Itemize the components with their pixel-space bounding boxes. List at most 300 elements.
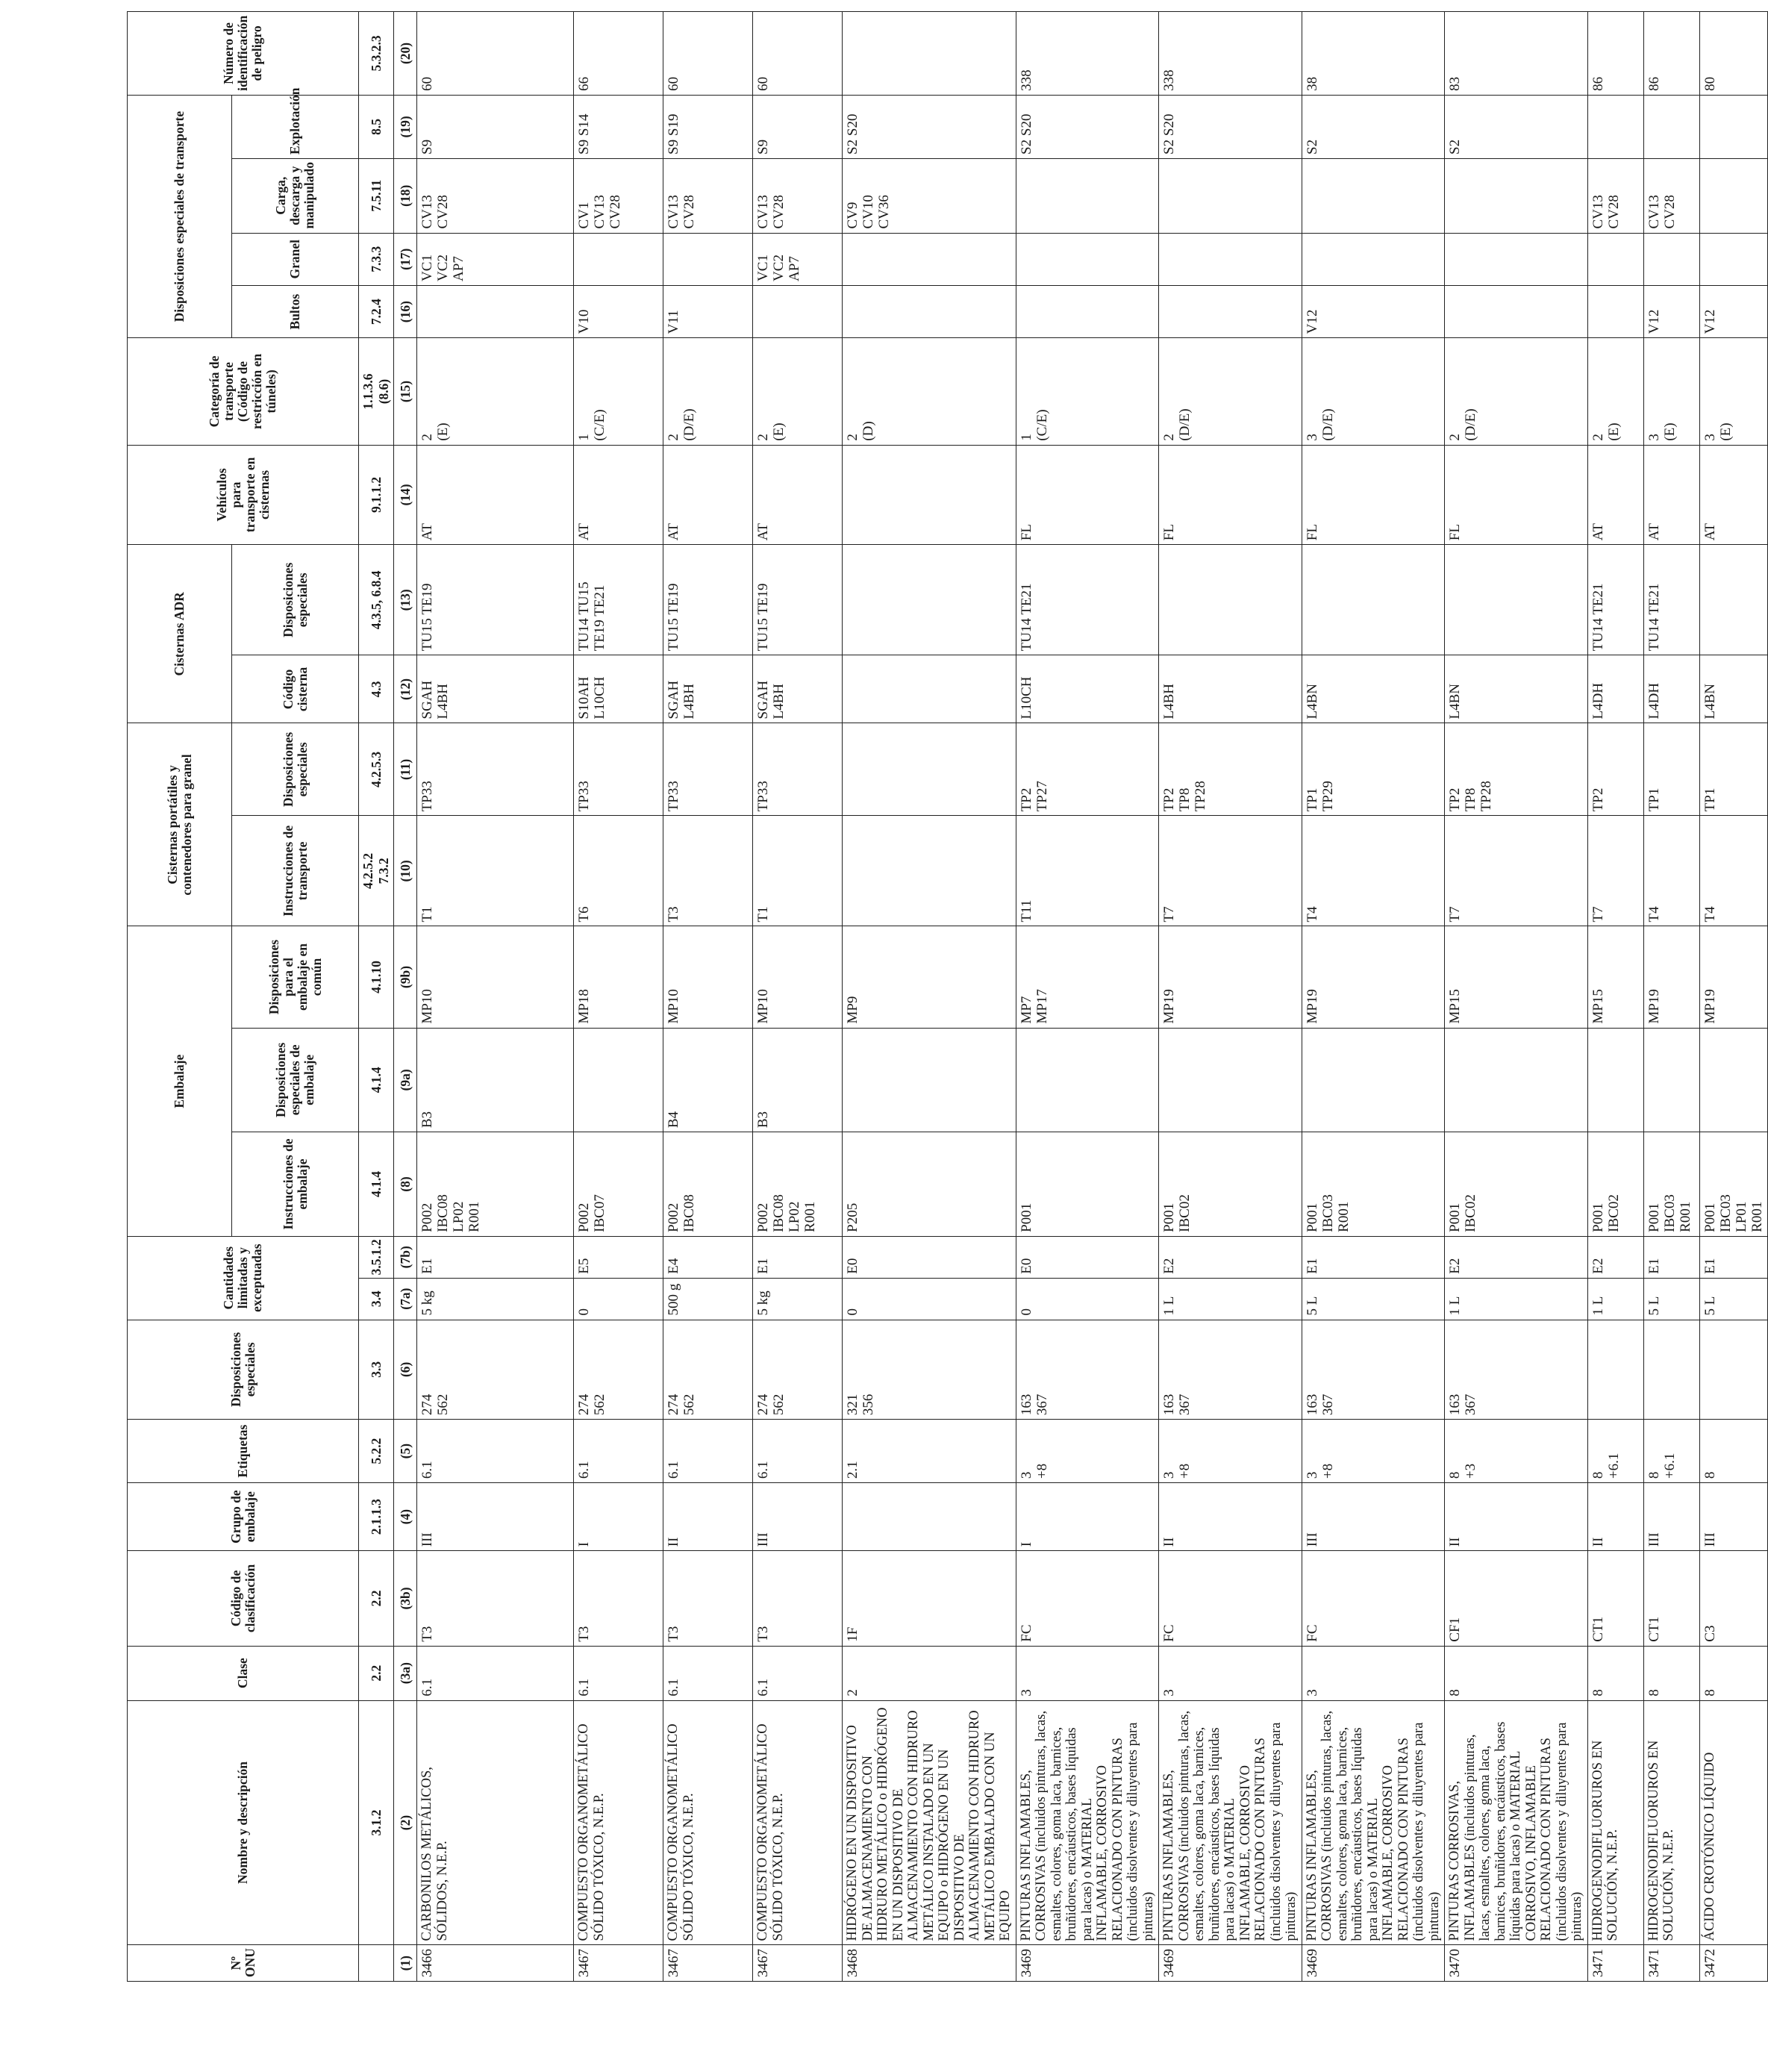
name-cell: HIDRÓGENO EN UN DISPOSITIVO DE ALMACENAMIENTO CON HIDRURO METÁLICO o HIDRÓGENO EN UN DISPOSITIVO DE ALMACENAMIENTO CON HIDRURO METÁLICO INSTALADO EN UN EQUIPO o HIDRÓGENO EN UN DISPOSITIVO DE ALMACENAMIENTO CON HIDRURO METÁLICO EMBALADO CON UN EQUIPO (843, 1700, 1016, 1945)
data-cell: V12 (1643, 285, 1699, 337)
data-cell: 83 (1445, 12, 1588, 96)
data-cell: MP10 (753, 926, 843, 1028)
header-special-provisions: Disposiciones especiales (128, 1320, 359, 1420)
nums-cell: (14) (394, 445, 417, 545)
header-transport-special-provisions: Disposiciones especiales de transporte (128, 95, 232, 337)
data-cell: P001 IBC03 R001 (1643, 1132, 1699, 1237)
data-cell: E1 (417, 1236, 574, 1278)
data-cell: 80 (1699, 12, 1767, 96)
nums-cell: (1) (394, 1945, 417, 1982)
header-packing-instructions: Instrucciones de embalaje (232, 1132, 359, 1237)
data-cell (1016, 158, 1159, 233)
data-cell: 274 562 (574, 1320, 663, 1420)
data-cell: S2 S20 (843, 95, 1016, 158)
data-cell (1016, 1028, 1159, 1132)
data-cell: 5 kg (417, 1278, 574, 1320)
table-row (574, 12, 663, 1982)
data-cell: 8 (1643, 1646, 1699, 1700)
header-packing-group: Grupo de embalaje (128, 1483, 359, 1551)
data-cell: E1 (1699, 1236, 1767, 1278)
data-cell: 5 L (1699, 1278, 1767, 1320)
data-cell: 60 (663, 12, 753, 96)
nums-cell: (8) (394, 1132, 417, 1237)
refs-cell (359, 1945, 394, 1982)
header-portable-special: Disposiciones especiales (232, 723, 359, 816)
data-cell: TU15 TE19 (417, 545, 574, 655)
un-number-cell: 3472 (1699, 1945, 1767, 1982)
data-cell: TP1 TP29 (1302, 723, 1445, 816)
data-cell (1302, 233, 1445, 285)
data-cell: L10CH (1016, 655, 1159, 723)
data-cell: 86 (1587, 12, 1643, 96)
data-cell: FC (1302, 1551, 1445, 1647)
data-cell: 2 (D) (843, 338, 1016, 445)
name-cell: ÁCIDO CROTÓNICO LÍQUIDO (1699, 1700, 1767, 1945)
data-cell: MP10 (417, 926, 574, 1028)
header-portable-tanks: Cisternas portátiles y contenedores para granel (128, 723, 232, 926)
refs-cell: 4.3.5, 6.8.4 (359, 545, 394, 655)
rotated-page (127, 11, 1765, 1982)
data-cell: MP19 (1302, 926, 1445, 1028)
nums-cell: (9b) (394, 926, 417, 1028)
data-cell: TP2 TP8 TP28 (1445, 723, 1588, 816)
data-cell (843, 233, 1016, 285)
header-class: Clase (128, 1646, 359, 1700)
data-cell: III (1302, 1483, 1445, 1551)
un-number-cell: 3469 (1159, 1945, 1302, 1982)
data-cell: TU14 TE21 (1643, 545, 1699, 655)
data-cell: 3 (1302, 1646, 1445, 1700)
header-labels: Etiquetas (128, 1420, 359, 1483)
data-cell: CF1 (1445, 1551, 1588, 1647)
data-cell: P001 IBC02 (1445, 1132, 1588, 1237)
data-cell: P002 IBC07 (574, 1132, 663, 1237)
nums-cell: (17) (394, 233, 417, 285)
un-number-cell: 3470 (1445, 1945, 1588, 1982)
data-cell: AT (1587, 445, 1643, 545)
data-cell: II (1587, 1483, 1643, 1551)
data-cell: 8 +6.1 (1643, 1420, 1699, 1483)
data-cell: T1 (753, 816, 843, 926)
nums-cell: (7a) (394, 1278, 417, 1320)
data-cell: T3 (417, 1551, 574, 1647)
data-cell: 0 (574, 1278, 663, 1320)
data-cell: 2 (843, 1646, 1016, 1700)
header-bulk: Granel (232, 233, 359, 285)
header-mixed-packing: Disposiciones para el embalaje en común (232, 926, 359, 1028)
name-cell: HIDROGENODIFLUORUROS EN SOLUCIÓN, N.E.P. (1643, 1700, 1699, 1945)
refs-cell: 3.1.2 (359, 1700, 394, 1945)
data-cell: CV13 CV28 (417, 158, 574, 233)
data-cell: 3 +8 (1159, 1420, 1302, 1483)
refs-cell: 8.5 (359, 95, 394, 158)
data-cell: T3 (663, 1551, 753, 1647)
data-cell: E1 (753, 1236, 843, 1278)
data-cell: 274 562 (663, 1320, 753, 1420)
data-cell: FL (1302, 445, 1445, 545)
data-cell: S9 S19 (663, 95, 753, 158)
data-cell: VC1 VC2 AP7 (417, 233, 574, 285)
refs-cell: 4.1.10 (359, 926, 394, 1028)
data-cell (1643, 233, 1699, 285)
nums-cell: (9a) (394, 1028, 417, 1132)
data-cell (1699, 158, 1767, 233)
refs-cell: 4.1.4 (359, 1028, 394, 1132)
name-cell: PINTURAS INFLAMABLES, CORROSIVAS (incluidos pinturas, lacas, esmaltes, colores, goma laca, barnices, bruñidores, encáusticos, bases líquidas para lacas) o MATERIAL INFLAMABLE, CORROSIVO RELACIONADO CON PINTURAS (incluidos disolventes y diluyentes para pinturas) (1302, 1700, 1445, 1945)
data-cell: 3 (1159, 1646, 1302, 1700)
data-cell: T4 (1302, 816, 1445, 926)
data-cell: 274 562 (753, 1320, 843, 1420)
data-cell (1699, 95, 1767, 158)
refs-cell: 2.1.1.3 (359, 1483, 394, 1551)
refs-cell: 4.2.5.3 (359, 723, 394, 816)
table-row (1699, 12, 1767, 1982)
table-row (843, 12, 1016, 1982)
un-number-cell: 3471 (1643, 1945, 1699, 1982)
data-cell: VC1 VC2 AP7 (753, 233, 843, 285)
data-cell: T3 (753, 1551, 843, 1647)
data-cell (1643, 95, 1699, 158)
data-cell: TP33 (663, 723, 753, 816)
data-cell: MP9 (843, 926, 1016, 1028)
nums-cell: (11) (394, 723, 417, 816)
refs-cell: 2.2 (359, 1551, 394, 1647)
un-number-cell: 3469 (1016, 1945, 1159, 1982)
refs-cell: 3.3 (359, 1320, 394, 1420)
data-cell (1016, 233, 1159, 285)
data-cell (1159, 285, 1302, 337)
data-cell: MP18 (574, 926, 663, 1028)
name-cell: COMPUESTO ORGANOMETÁLICO SÓLIDO TÓXICO, N.E.P. (753, 1700, 843, 1945)
data-cell: P002 IBC08 (663, 1132, 753, 1237)
data-cell: 3 +8 (1016, 1420, 1159, 1483)
data-cell: P001 IBC02 (1159, 1132, 1302, 1237)
data-cell: T3 (663, 816, 753, 926)
data-cell: 86 (1643, 12, 1699, 96)
data-cell: TP33 (753, 723, 843, 816)
header-packages: Bultos (232, 285, 359, 337)
data-cell: 38 (1302, 12, 1445, 96)
nums-cell: (20) (394, 12, 417, 96)
table-row (1016, 12, 1159, 1982)
refs-cell: 4.1.4 (359, 1132, 394, 1237)
data-cell: T7 (1445, 816, 1588, 926)
header-hazard-number: Número de identificación de peligro (128, 12, 359, 96)
table-row (1643, 12, 1699, 1982)
table-row (1587, 12, 1643, 1982)
data-cell: 6.1 (417, 1646, 574, 1700)
data-cell (753, 285, 843, 337)
header-transport-category: Categoría de transporte (Código de restricción en túneles) (128, 338, 359, 445)
data-cell (1302, 158, 1445, 233)
data-cell: S2 (1445, 95, 1588, 158)
data-cell: CV13 CV28 (1587, 158, 1643, 233)
data-cell: P001 IBC02 (1587, 1132, 1643, 1237)
data-cell: L4BH (1159, 655, 1302, 723)
data-cell: T4 (1699, 816, 1767, 926)
nums-cell: (6) (394, 1320, 417, 1420)
data-cell: L4DH (1643, 655, 1699, 723)
data-cell: II (1445, 1483, 1588, 1551)
data-cell: 0 (1016, 1278, 1159, 1320)
data-cell: S2 S20 (1016, 95, 1159, 158)
data-cell: FL (1445, 445, 1588, 545)
nums-cell: (3b) (394, 1551, 417, 1647)
table-row (663, 12, 753, 1982)
data-cell (843, 445, 1016, 545)
data-cell: 500 g (663, 1278, 753, 1320)
refs-cell: 7.5.11 (359, 158, 394, 233)
header-limited-quantities: Cantidades limitadas y exceptuadas (128, 1236, 359, 1320)
data-cell (1302, 1028, 1445, 1132)
data-cell: 5 L (1302, 1278, 1445, 1320)
data-cell: S10AH L10CH (574, 655, 663, 723)
data-cell: 6.1 (574, 1420, 663, 1483)
data-cell: 2 (D/E) (663, 338, 753, 445)
data-cell: 5 kg (753, 1278, 843, 1320)
data-cell: CT1 (1587, 1551, 1643, 1647)
data-cell (1587, 233, 1643, 285)
data-cell (1643, 1320, 1699, 1420)
data-cell: V10 (574, 285, 663, 337)
data-cell: T7 (1159, 816, 1302, 926)
data-cell: MP7 MP17 (1016, 926, 1159, 1028)
data-cell: 163 367 (1159, 1320, 1302, 1420)
data-cell: S2 S20 (1159, 95, 1302, 158)
data-cell: 2 (D/E) (1445, 338, 1588, 445)
data-cell: TP1 (1699, 723, 1767, 816)
data-cell: TP1 (1643, 723, 1699, 816)
reference-row (359, 12, 394, 1982)
data-cell: 2 (E) (753, 338, 843, 445)
data-cell: 6.1 (753, 1646, 843, 1700)
data-cell: CV9 CV10 CV36 (843, 158, 1016, 233)
data-cell (1699, 233, 1767, 285)
header-un-number: Nº ONU (128, 1945, 359, 1982)
data-cell: AT (1643, 445, 1699, 545)
header-classification-code: Código de clasificación (128, 1551, 359, 1647)
data-cell: SGAH L4BH (753, 655, 843, 723)
header-packing-special: Disposiciones especiales de embalaje (232, 1028, 359, 1132)
data-cell: TP33 (574, 723, 663, 816)
data-cell: 1 (C/E) (1016, 338, 1159, 445)
data-cell: 1 (C/E) (574, 338, 663, 445)
data-cell: 1 L (1445, 1278, 1588, 1320)
data-cell (843, 545, 1016, 655)
data-cell: P002 IBC08 LP02 R001 (753, 1132, 843, 1237)
data-cell: I (574, 1483, 663, 1551)
data-cell: III (1699, 1483, 1767, 1551)
data-cell (843, 1483, 1016, 1551)
data-cell: T4 (1643, 816, 1699, 926)
data-cell: 0 (843, 1278, 1016, 1320)
refs-cell: 4.2.5.2 7.3.2 (359, 816, 394, 926)
data-cell: 66 (574, 12, 663, 96)
data-cell: MP19 (1699, 926, 1767, 1028)
refs-cell: 7.3.3 (359, 233, 394, 285)
data-cell (1587, 285, 1643, 337)
data-cell: V11 (663, 285, 753, 337)
data-cell: FL (1016, 445, 1159, 545)
data-cell: P001 (1016, 1132, 1159, 1237)
data-cell: FC (1159, 1551, 1302, 1647)
header-operation: Explotación (232, 95, 359, 158)
data-cell: E2 (1159, 1236, 1302, 1278)
data-cell: 274 562 (417, 1320, 574, 1420)
nums-cell: (7b) (394, 1236, 417, 1278)
data-cell: FC (1016, 1551, 1159, 1647)
data-cell (843, 816, 1016, 926)
data-cell: E1 (1643, 1236, 1699, 1278)
data-cell (574, 1028, 663, 1132)
nums-cell: (16) (394, 285, 417, 337)
data-cell: 2 (D/E) (1159, 338, 1302, 445)
data-cell (843, 285, 1016, 337)
data-cell: AT (663, 445, 753, 545)
table-row (1302, 12, 1445, 1982)
data-cell: SGAH L4BH (663, 655, 753, 723)
header-packaging: Embalaje (128, 926, 232, 1236)
data-cell: 163 367 (1016, 1320, 1159, 1420)
data-cell: P002 IBC08 LP02 R001 (417, 1132, 574, 1237)
data-cell: III (417, 1483, 574, 1551)
data-cell (1587, 95, 1643, 158)
header-name: Nombre y descripción (128, 1700, 359, 1945)
data-cell: CV13 CV28 (663, 158, 753, 233)
refs-cell: 2.2 (359, 1646, 394, 1700)
data-cell: P001 IBC03 LP01 R001 (1699, 1132, 1767, 1237)
data-cell: 2 (E) (417, 338, 574, 445)
un-number-cell: 3467 (574, 1945, 663, 1982)
data-cell: III (753, 1483, 843, 1551)
data-cell: TU14 TU15 TE19 TE21 (574, 545, 663, 655)
data-cell (1699, 1028, 1767, 1132)
nums-cell: (5) (394, 1420, 417, 1483)
data-cell: E2 (1445, 1236, 1588, 1278)
data-cell (1699, 545, 1767, 655)
data-cell: 60 (753, 12, 843, 96)
data-cell: CV13 CV28 (753, 158, 843, 233)
data-cell (1643, 1028, 1699, 1132)
refs-cell: 5.2.2 (359, 1420, 394, 1483)
data-cell: AT (417, 445, 574, 545)
data-cell: 338 (1159, 12, 1302, 96)
nums-cell: (3a) (394, 1646, 417, 1700)
data-cell: L4DH (1587, 655, 1643, 723)
dangerous-goods-table (127, 11, 1768, 1982)
header-loading: Carga, descarga y manipulado (232, 158, 359, 233)
data-cell: TP33 (417, 723, 574, 816)
data-cell: CV1 CV13 CV28 (574, 158, 663, 233)
data-cell (843, 12, 1016, 96)
data-cell: 1 L (1587, 1278, 1643, 1320)
header-portable-instructions: Instrucciones de transporte (232, 816, 359, 926)
refs-cell: 3.4 (359, 1278, 394, 1320)
data-cell: E5 (574, 1236, 663, 1278)
data-cell: MP19 (1643, 926, 1699, 1028)
data-cell: TP2 TP8 TP28 (1159, 723, 1302, 816)
data-cell: 6.1 (417, 1420, 574, 1483)
data-cell: CT1 (1643, 1551, 1699, 1647)
data-cell: 8 (1699, 1420, 1767, 1483)
nums-cell: (13) (394, 545, 417, 655)
data-cell: S2 (1302, 95, 1445, 158)
nums-cell: (2) (394, 1700, 417, 1945)
un-number-cell: 3466 (417, 1945, 574, 1982)
data-cell: S9 (753, 95, 843, 158)
data-cell (663, 233, 753, 285)
data-cell (1302, 545, 1445, 655)
data-cell: V12 (1302, 285, 1445, 337)
data-cell: T11 (1016, 816, 1159, 926)
data-cell: B3 (417, 1028, 574, 1132)
table-row (753, 12, 843, 1982)
refs-cell: 1.1.3.6 (8.6) (359, 338, 394, 445)
table-row (1159, 12, 1302, 1982)
data-cell: III (1643, 1483, 1699, 1551)
data-cell: TP2 TP27 (1016, 723, 1159, 816)
data-cell: 6.1 (663, 1420, 753, 1483)
data-cell (843, 655, 1016, 723)
refs-cell: 3.5.1.2 (359, 1236, 394, 1278)
data-cell: I (1016, 1483, 1159, 1551)
data-cell (574, 233, 663, 285)
data-cell: 60 (417, 12, 574, 96)
data-cell: SGAH L4BH (417, 655, 574, 723)
data-cell: 2 (E) (1587, 338, 1643, 445)
data-cell: S9 S14 (574, 95, 663, 158)
column-number-row (394, 12, 417, 1982)
data-cell: MP19 (1159, 926, 1302, 1028)
header-tank-code: Código cisterna (232, 655, 359, 723)
data-cell: 338 (1016, 12, 1159, 96)
data-cell: AT (1699, 445, 1767, 545)
data-cell: II (663, 1483, 753, 1551)
data-cell: B4 (663, 1028, 753, 1132)
data-cell: E2 (1587, 1236, 1643, 1278)
name-cell: HIDROGENODIFLUORUROS EN SOLUCIÓN, N.E.P. (1587, 1700, 1643, 1945)
data-cell: 163 367 (1302, 1320, 1445, 1420)
data-cell: 3 (1016, 1646, 1159, 1700)
header-tank-special: Disposiciones especiales (232, 545, 359, 655)
data-cell: 8 +6.1 (1587, 1420, 1643, 1483)
un-number-cell: 3471 (1587, 1945, 1643, 1982)
un-number-cell: 3467 (663, 1945, 753, 1982)
data-cell: T1 (417, 816, 574, 926)
refs-cell: 9.1.1.2 (359, 445, 394, 545)
nums-cell: (12) (394, 655, 417, 723)
refs-cell: 7.2.4 (359, 285, 394, 337)
data-cell (1587, 1320, 1643, 1420)
data-cell: P205 (843, 1132, 1016, 1237)
un-number-cell: 3467 (753, 1945, 843, 1982)
nums-cell: (4) (394, 1483, 417, 1551)
data-cell (1159, 545, 1302, 655)
data-cell: L4BN (1302, 655, 1445, 723)
data-cell: 3 (E) (1699, 338, 1767, 445)
data-cell: 6.1 (753, 1420, 843, 1483)
data-cell (1159, 233, 1302, 285)
data-cell (417, 285, 574, 337)
nums-cell: (10) (394, 816, 417, 926)
data-cell: FL (1159, 445, 1302, 545)
header-adr-tanks: Cisternas ADR (128, 545, 232, 723)
data-cell: E4 (663, 1236, 753, 1278)
data-cell: E1 (1302, 1236, 1445, 1278)
data-cell: 3 +8 (1302, 1420, 1445, 1483)
data-cell: 8 (1587, 1646, 1643, 1700)
un-number-cell: 3468 (843, 1945, 1016, 1982)
